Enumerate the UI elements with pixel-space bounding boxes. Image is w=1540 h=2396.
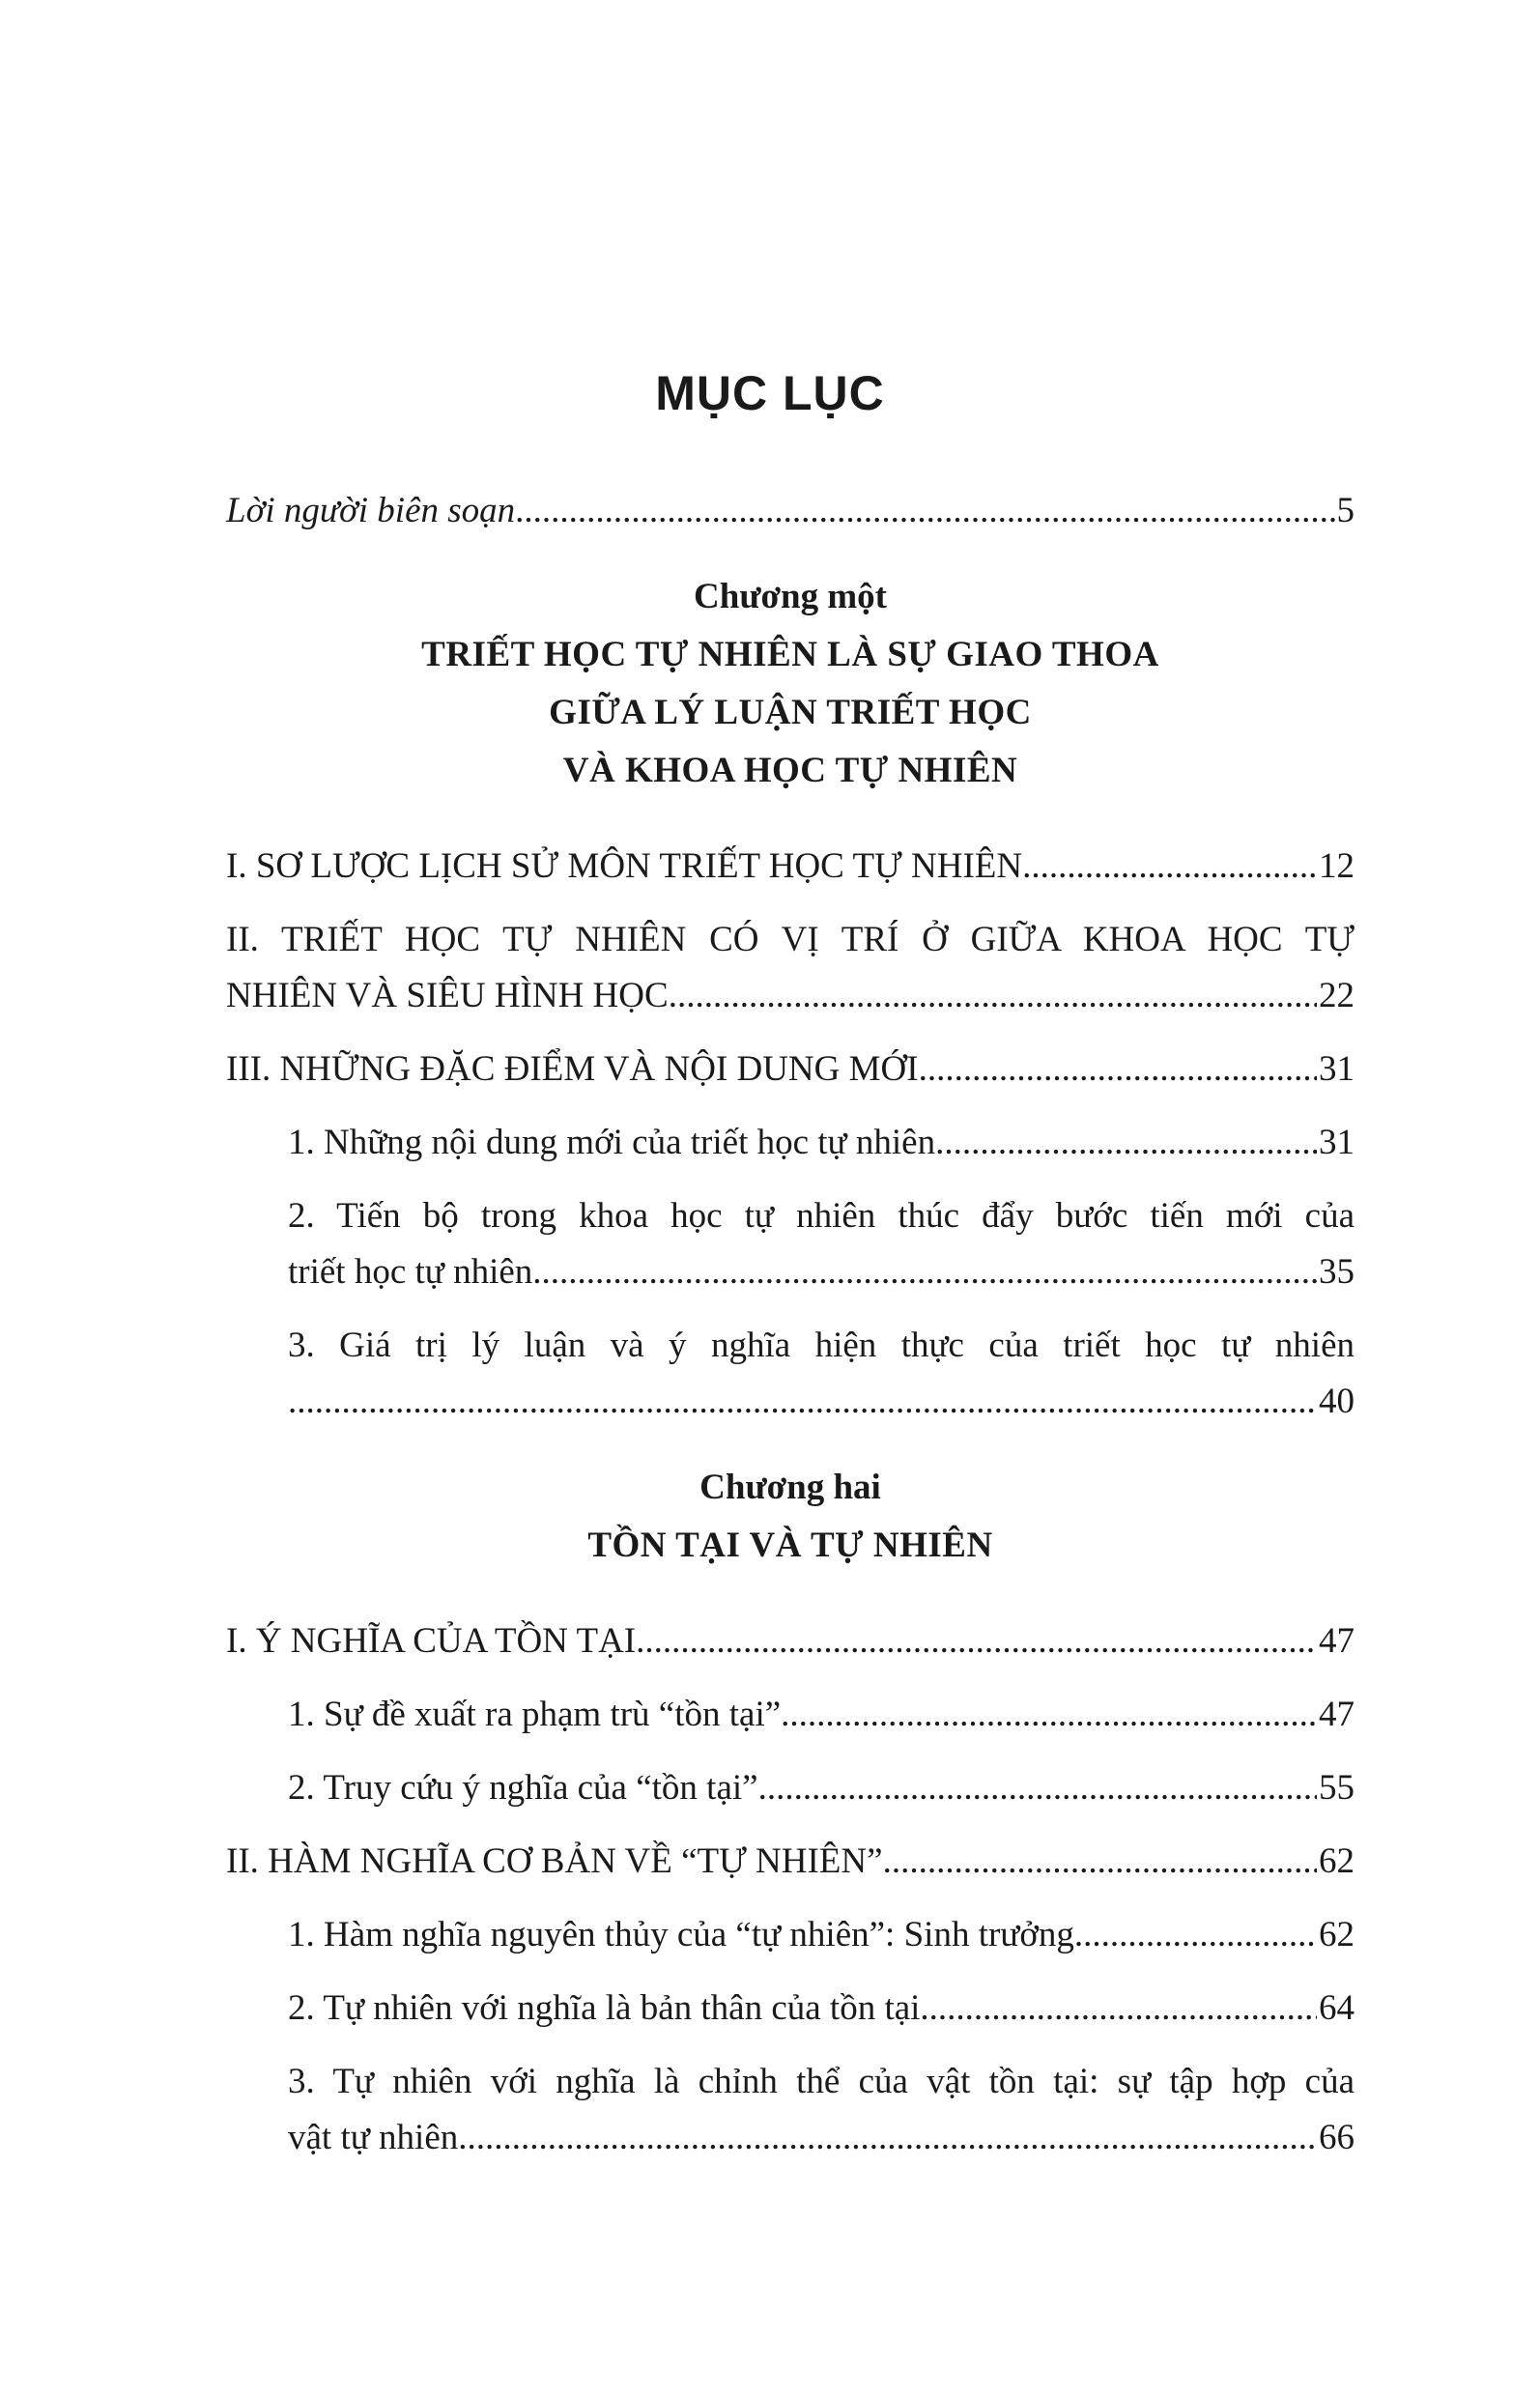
toc-entry-label: 3. Giá trị lý luận và ý nghĩa hiện thực của triết học tự nhiên	[288, 1326, 1355, 1365]
toc-subentry[interactable]	[226, 1115, 1355, 1171]
toc-entry-label: I. SƠ LƯỢC LỊCH SỬ MÔN TRIẾT HỌC TỰ NHIÊN	[226, 846, 1023, 886]
toc-subentry[interactable]	[226, 1981, 1355, 2037]
chapter-title-line: TRIẾT HỌC TỰ NHIÊN LÀ SỰ GIAO THOA	[421, 635, 1159, 674]
dot-leader	[288, 1374, 1317, 1430]
dot-leader	[935, 1115, 1317, 1171]
dot-leader	[883, 1834, 1317, 1890]
chapter-title-line: VÀ KHOA HỌC TỰ NHIÊN	[562, 751, 1018, 790]
toc-entry-label: 2. Truy cứu ý nghĩa của “tồn tại”	[288, 1768, 758, 1808]
chapter-number: Chương một	[694, 577, 887, 616]
toc-entry-page: 62	[1319, 1841, 1355, 1881]
dot-leader	[515, 483, 1334, 539]
toc-entry-page: 64	[1319, 1988, 1355, 2028]
chapter-title-line: TỒN TẠI VÀ TỰ NHIÊN	[587, 1526, 993, 1565]
toc-entry-page: 47	[1319, 1621, 1355, 1661]
chapter-title-line: GIỮA LÝ LUẬN TRIẾT HỌC	[549, 693, 1032, 732]
toc-subentry[interactable]	[226, 1318, 1355, 1430]
toc-entry[interactable]	[226, 912, 1355, 1024]
toc-entry[interactable]	[226, 1613, 1355, 1669]
toc-entry-label: vật tự nhiên	[288, 2118, 459, 2157]
toc-entry-page: 66	[1319, 2118, 1355, 2157]
toc-entry-page: 55	[1319, 1768, 1355, 1808]
toc-entry[interactable]	[226, 1834, 1355, 1890]
toc-entry-page: 47	[1319, 1695, 1355, 1734]
toc-subentry[interactable]	[226, 1188, 1355, 1300]
dot-leader	[1074, 1907, 1317, 1963]
toc-entry-preface[interactable]	[226, 483, 1355, 539]
toc-subentry[interactable]	[226, 1760, 1355, 1816]
chapter-number: Chương hai	[699, 1468, 881, 1507]
toc-entry-page: 35	[1319, 1252, 1355, 1292]
dot-leader	[669, 968, 1317, 1024]
chapter-heading	[226, 1459, 1355, 1575]
toc-entry-page: 31	[1319, 1123, 1355, 1162]
toc-subentry[interactable]	[226, 1687, 1355, 1743]
dot-leader	[781, 1687, 1317, 1743]
toc-entry-label: II. HÀM NGHĨA CƠ BẢN VỀ “TỰ NHIÊN”	[226, 1841, 883, 1881]
dot-leader	[636, 1613, 1317, 1669]
table-of-contents	[226, 483, 1355, 2166]
toc-entry-label: 3. Tự nhiên với nghĩa là chỉnh thể của vật tồn tại: sự tập hợp của	[288, 2062, 1355, 2101]
toc-subentry[interactable]	[226, 2054, 1355, 2166]
toc-entry-page: 31	[1319, 1049, 1355, 1089]
toc-entry-page: 5	[1336, 491, 1355, 530]
page-title: MỤC LỤC	[655, 366, 885, 420]
toc-entry-label: Lời người biên soạn	[226, 491, 516, 530]
toc-entry-label: III. NHỮNG ĐẶC ĐIỂM VÀ NỘI DUNG MỚI	[226, 1049, 919, 1089]
toc-entry-label: II. TRIẾT HỌC TỰ NHIÊN CÓ VỊ TRÍ Ở GIỮA KHOA HỌC TỰ	[226, 920, 1355, 959]
toc-entry-label: 2. Tự nhiên với nghĩa là bản thân của tồn tại	[288, 1988, 921, 2028]
toc-entry-page: 12	[1319, 846, 1355, 886]
toc-entry-page: 40	[1319, 1382, 1355, 1421]
toc-entry[interactable]	[226, 839, 1355, 895]
toc-subentry[interactable]	[226, 1907, 1355, 1963]
toc-entry-page: 22	[1319, 976, 1355, 1015]
toc-entry-label: 1. Sự đề xuất ra phạm trù “tồn tại”	[288, 1695, 782, 1734]
toc-entry-label: triết học tự nhiên	[288, 1252, 533, 1292]
chapter-heading	[226, 568, 1355, 800]
dot-leader	[920, 1981, 1317, 2037]
dot-leader	[919, 1041, 1317, 1098]
toc-entry-page: 62	[1319, 1915, 1355, 1954]
toc-entry-label: 2. Tiến bộ trong khoa học tự nhiên thúc đẩy bước tiến mới của	[288, 1196, 1355, 1236]
toc-entry-label: I. Ý NGHĨA CỦA TỒN TẠI	[226, 1621, 637, 1661]
dot-leader	[758, 1760, 1317, 1816]
dot-leader	[458, 2110, 1317, 2166]
toc-entry[interactable]	[226, 1041, 1355, 1098]
dot-leader	[1022, 839, 1317, 895]
toc-entry-label: 1. Những nội dung mới của triết học tự nhiên	[288, 1123, 936, 1162]
dot-leader	[532, 1244, 1317, 1300]
toc-entry-label: NHIÊN VÀ SIÊU HÌNH HỌC	[226, 976, 669, 1015]
toc-entry-label: 1. Hàm nghĩa nguyên thủy của “tự nhiên”: Sinh trưởng	[288, 1915, 1074, 1954]
